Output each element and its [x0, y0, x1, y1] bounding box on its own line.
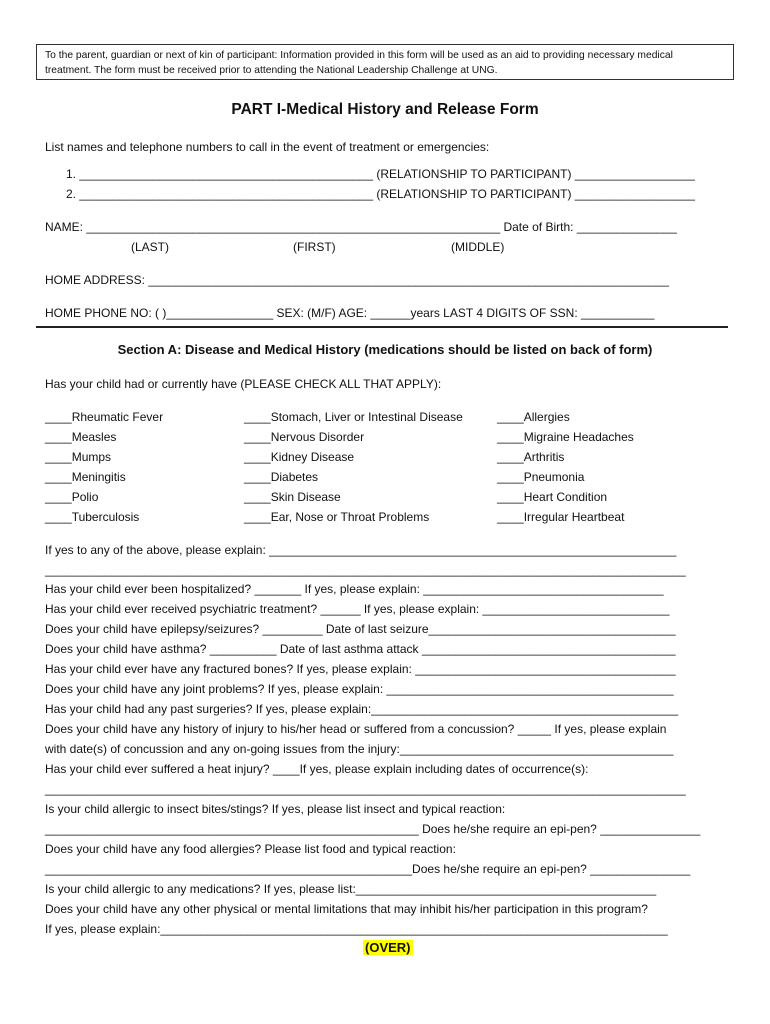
question-line[interactable]: Does your child have asthma? __________ Date of last asthma attack ______________________________________ [45, 642, 676, 656]
question-line: Does your child have any food allergies? Please list food and typical reaction: [45, 842, 456, 856]
condition-checkbox[interactable]: ____Rheumatic Fever [45, 410, 164, 424]
over-label: (OVER) [365, 940, 411, 955]
notice-box [36, 44, 734, 80]
condition-checkbox[interactable]: ____Migraine Headaches [497, 430, 634, 444]
condition-checkbox[interactable]: ____Skin Disease [244, 490, 341, 504]
contacts-intro: List names and telephone numbers to call in the event of treatment or emergencies: [45, 140, 490, 154]
name-field[interactable]: NAME: ______________________________________________________________ Date of Birth: _______________ [45, 220, 677, 234]
question-line[interactable]: ________________________________________________________________________________________________ [45, 782, 686, 796]
question-line[interactable]: Has your child had any past surgeries? If yes, please explain:______________________________________________ [45, 702, 679, 716]
condition-checkbox[interactable]: ____Polio [45, 490, 99, 504]
contact-row-2[interactable]: 2. ____________________________________________ (RELATIONSHIP TO PARTICIPANT) __________________ [66, 187, 695, 201]
question-line[interactable]: _______________________________________________________Does he/she require an epi-pen? _______________ [45, 862, 691, 876]
section-a-title: Section A: Disease and Medical History (medications should be listed on back of form) [117, 342, 653, 357]
question-line[interactable]: ________________________________________________________ Does he/she require an epi-pen? _______________ [45, 822, 701, 836]
condition-checkbox[interactable]: ____Measles [45, 430, 117, 444]
condition-checkbox[interactable]: ____Mumps [45, 450, 112, 464]
question-line: Does your child have any other physical or mental limitations that may inhibit his/her participation in this program? [45, 902, 648, 916]
form-title: PART I-Medical History and Release Form [231, 101, 539, 118]
question-line[interactable]: Has your child ever been hospitalized? _______ If yes, please explain: ____________________________________ [45, 582, 664, 596]
question-line: Is your child allergic to insect bites/stings? If yes, please list insect and typical reaction: [45, 802, 506, 816]
condition-checkbox[interactable]: ____Kidney Disease [244, 450, 355, 464]
condition-checkbox[interactable]: ____Meningitis [45, 470, 126, 484]
question-line[interactable]: Has your child ever received psychiatric treatment? ______ If yes, please explain: ____________________________ [45, 602, 670, 616]
name-first-label: (FIRST) [293, 240, 336, 254]
section-a-prompt: Has your child had or currently have (PLEASE CHECK ALL THAT APPLY): [45, 377, 442, 391]
question-line[interactable]: Has your child ever have any fractured bones? If yes, please explain: _______________________________________ [45, 662, 676, 676]
section-divider [36, 326, 728, 328]
notice-line-1: To the parent, guardian or next of kin of participant: Information provided in this form will be used as an aid to providing necessary medical [45, 50, 673, 61]
condition-checkbox[interactable]: ____Diabetes [244, 470, 319, 484]
condition-checkbox[interactable]: ____Pneumonia [497, 470, 585, 484]
home-address-field[interactable]: HOME ADDRESS: ______________________________________________________________________________ [45, 273, 669, 287]
question-line[interactable]: If yes, please explain:____________________________________________________________________________ [45, 922, 668, 936]
question-line[interactable]: with date(s) of concussion and any on-going issues from the injury:_________________________________________ [45, 742, 674, 756]
condition-checkbox[interactable]: ____Irregular Heartbeat [497, 510, 625, 524]
question-line[interactable]: If yes to any of the above, please explain: _____________________________________________________________ [45, 543, 677, 557]
condition-checkbox[interactable]: ____Allergies [497, 410, 570, 424]
condition-checkbox[interactable]: ____Heart Condition [497, 490, 608, 504]
condition-checkbox[interactable]: ____Arthritis [497, 450, 565, 464]
question-line[interactable]: ________________________________________________________________________________________________ [45, 563, 686, 577]
name-middle-label: (MIDDLE) [451, 240, 505, 254]
question-line[interactable]: Has your child ever suffered a heat injury? ____If yes, please explain including dates of occurrence(s): [45, 762, 589, 776]
question-line[interactable]: Does your child have any joint problems? If yes, please explain: ___________________________________________ [45, 682, 674, 696]
contact-row-1[interactable]: 1. ____________________________________________ (RELATIONSHIP TO PARTICIPANT) __________________ [66, 167, 695, 181]
question-line[interactable]: Does your child have epilepsy/seizures? _________ Date of last seizure_____________________________________ [45, 622, 676, 636]
question-line[interactable]: Does your child have any history of injury to his/her head or suffered from a concussion? _____ If yes, please explain [45, 722, 667, 736]
condition-checkbox[interactable]: ____Stomach, Liver or Intestinal Disease [244, 410, 463, 424]
name-last-label: (LAST) [131, 240, 170, 254]
question-line[interactable]: Is your child allergic to any medications? If yes, please list:_____________________________________________ [45, 882, 657, 896]
phone-sex-age-ssn-fields[interactable]: HOME PHONE NO: ( )________________ SEX: (M/F) AGE: ______years LAST 4 DIGITS OF SSN: ___________ [45, 306, 655, 320]
condition-checkbox[interactable]: ____Ear, Nose or Throat Problems [244, 510, 430, 524]
condition-checkbox[interactable]: ____Nervous Disorder [244, 430, 365, 444]
condition-checkbox[interactable]: ____Tuberculosis [45, 510, 140, 524]
notice-line-2: treatment. The form must be received prior to attending the National Leadership Challenge at UNG. [45, 65, 498, 76]
